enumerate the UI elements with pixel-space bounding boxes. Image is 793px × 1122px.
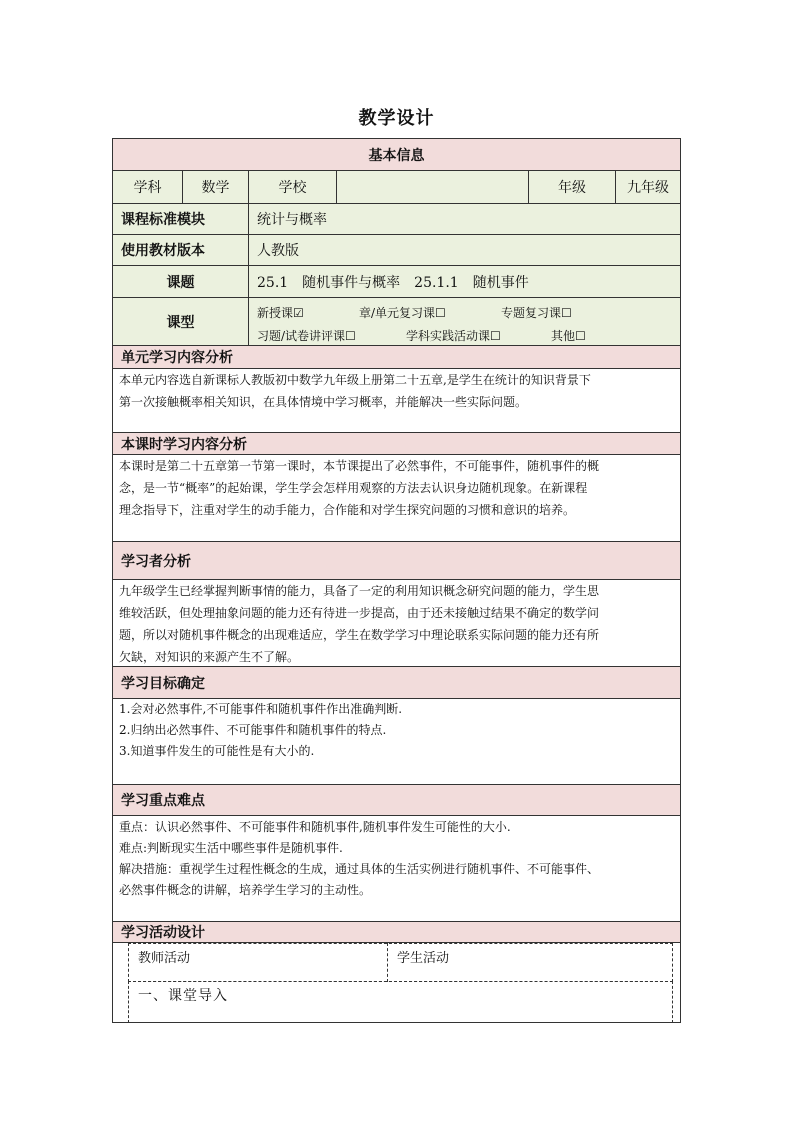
objectives-header: 学习目标确定 xyxy=(113,667,680,699)
topic-value: 25.1 随机事件与概率 25.1.1 随机事件 xyxy=(249,266,680,298)
student-activity-header: 学生活动 xyxy=(397,951,450,966)
document-title: 教学设计 xyxy=(358,108,435,129)
unit-analysis-header: 单元学习内容分析 xyxy=(113,346,680,369)
subject-label: 学科 xyxy=(113,171,183,204)
key-points-body: 重点：认识必然事件、不可能事件和随机事件,随机事件发生可能性的大小. 难点:判断现实生活中哪些事件是随机事件. 解决措施：重视学生过程性概念的生成，通过具体的生活实例进行随机事件、不可能事件、 必然事件概念的讲解，培养学生学习的主动性。 xyxy=(113,816,680,922)
teacher-activity-header: 教师活动 xyxy=(138,951,191,966)
textbook-label: 使用教材版本 xyxy=(113,235,249,266)
type-option-exercise[interactable]: 习题/试卷讲评课☐ xyxy=(257,329,356,343)
basic-info-header: 基本信息 xyxy=(113,139,680,171)
checkbox-icon: ☐ xyxy=(435,306,446,320)
learner-analysis-body: 九年级学生已经掌握判断事情的能力，具备了一定的利用知识概念研究问题的能力，学生思 维较活跃，但处理抽象问题的能力还有待进一步提高，由于还未接触过结果不确定的数学问 题，所以对随机事件概念的出现难适应，学生在数学学习中理论联系实际问题的能力还有所 欠缺，对知识的来源产生不了解。 xyxy=(113,580,680,667)
activities-header: 学习活动设计 xyxy=(113,922,680,943)
type-label: 课型 xyxy=(113,298,249,346)
lesson-analysis-header: 本课时学习内容分析 xyxy=(113,433,680,455)
checkbox-icon: ☐ xyxy=(490,329,501,343)
type-option-practice[interactable]: 学科实践活动课☐ xyxy=(406,329,501,343)
first-section-title: 一、课堂导入 xyxy=(138,988,228,1004)
lesson-plan-table xyxy=(112,138,681,1023)
textbook-value: 人教版 xyxy=(249,235,680,266)
objectives-body: 1.会对必然事件,不可能事件和随机事件作出准确判断. 2.归纳出必然事件、不可能事件和随机事件的特点. 3.知道事件发生的可能性是有大小的. xyxy=(113,699,680,785)
checkbox-icon: ☐ xyxy=(575,329,586,343)
school-label: 学校 xyxy=(249,171,337,204)
checked-box-icon: ☑ xyxy=(293,306,304,320)
module-label: 课程标准模块 xyxy=(113,204,249,235)
type-option-topic-review[interactable]: 专题复习课☐ xyxy=(501,306,572,320)
unit-analysis-body: 本单元内容选自新课标人教版初中数学九年级上册第二十五章,是学生在统计的知识背景下 第一次接触概率相关知识，在具体情境中学习概率，并能解决一些实际问题。 xyxy=(113,369,680,433)
type-option-other[interactable]: 其他☐ xyxy=(551,329,586,343)
lesson-analysis-body: 本课时是第二十五章第一节第一课时，本节课提出了必然事件，不可能事件，随机事件的概 念，是一节“概率”的起始课，学生学会怎样用观察的方法去认识身边随机现象。在新课程 理念指导下，注重对学生的动手能力，合作能和对学生探究问题的习惯和意识的培养。 xyxy=(113,455,680,542)
checkbox-icon: ☐ xyxy=(561,306,572,320)
subject-value: 数学 xyxy=(183,171,249,204)
grade-label: 年级 xyxy=(529,171,616,204)
grade-value: 九年级 xyxy=(616,171,680,204)
type-option-unit-review[interactable]: 章/单元复习课☐ xyxy=(359,306,446,320)
column-divider xyxy=(387,943,388,982)
topic-label: 课题 xyxy=(113,266,249,298)
module-value: 统计与概率 xyxy=(249,204,680,235)
learner-analysis-header: 学习者分析 xyxy=(113,542,680,580)
school-value xyxy=(337,171,529,204)
checkbox-icon: ☐ xyxy=(345,329,356,343)
type-options xyxy=(249,298,680,346)
key-points-header: 学习重点难点 xyxy=(113,785,680,816)
type-option-new[interactable]: 新授课☑ xyxy=(257,306,304,320)
